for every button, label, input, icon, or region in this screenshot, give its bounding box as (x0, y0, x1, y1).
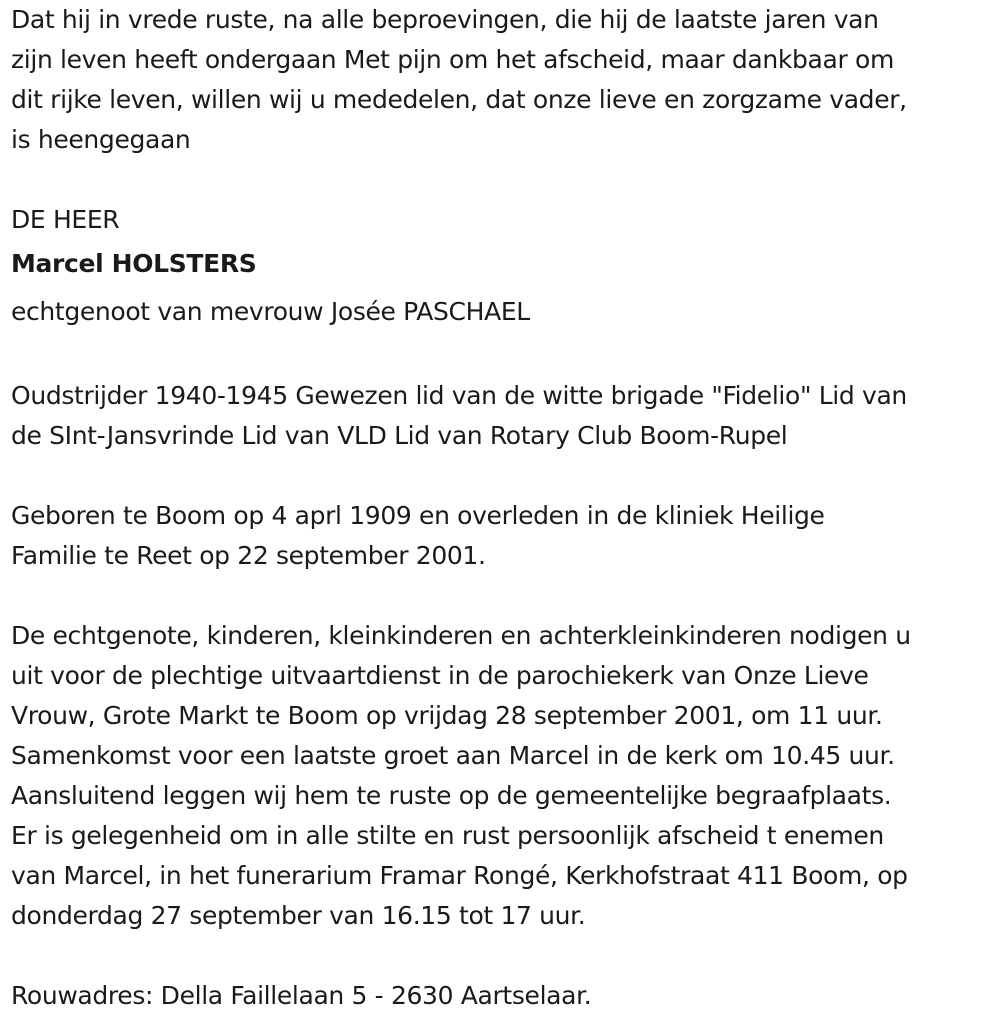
mourning-address: Rouwadres: Della Faillelaan 5 - 2630 Aartselaar. (11, 981, 592, 1010)
intro-line: Dat hij in vrede ruste, na alle beproevingen, die hij de laatste jaren van (11, 5, 879, 34)
honorific: DE HEER (11, 205, 120, 234)
paragraph-gap (11, 936, 996, 976)
affiliations-line: de SInt-Jansvrinde Lid van VLD Lid van Rotary Club Boom-Rupel (11, 421, 788, 450)
affiliations-paragraph (11, 376, 996, 456)
deceased-name: Marcel HOLSTERS (11, 249, 257, 278)
spouse-line: echtgenoot van mevrouw Josée PASCHAEL (11, 297, 530, 326)
paragraph-gap (11, 456, 996, 496)
intro-paragraph (11, 0, 996, 160)
birth-death-paragraph (11, 496, 996, 576)
birth-death-line: Familie te Reet op 22 september 2001. (11, 541, 486, 570)
service-line: Er is gelegenheid om in alle stilte en rust persoonlijk afscheid t enemen (11, 821, 884, 850)
affiliations-line: Oudstrijder 1940-1945 Gewezen lid van de witte brigade "Fidelio" Lid van (11, 381, 907, 410)
obituary-document (11, 0, 996, 1016)
paragraph-gap (11, 336, 996, 376)
service-line: donderdag 27 september van 16.15 tot 17 uur. (11, 901, 586, 930)
birth-death-line: Geboren te Boom op 4 aprl 1909 en overleden in de kliniek Heilige (11, 501, 825, 530)
service-line: Samenkomst voor een laatste groet aan Marcel in de kerk om 10.45 uur. (11, 741, 895, 770)
paragraph-gap (11, 160, 996, 200)
intro-line: dit rijke leven, willen wij u mededelen, dat onze lieve en zorgzame vader, (11, 85, 907, 114)
service-line: uit voor de plechtige uitvaartdienst in de parochiekerk van Onze Lieve (11, 661, 869, 690)
intro-line: zijn leven heeft ondergaan Met pijn om het afscheid, maar dankbaar om (11, 45, 894, 74)
intro-line: is heengegaan (11, 125, 191, 154)
service-line: Vrouw, Grote Markt te Boom op vrijdag 28 september 2001, om 11 uur. (11, 701, 883, 730)
paragraph-gap (11, 576, 996, 616)
service-line: Aansluitend leggen wij hem te ruste op de gemeentelijke begraafplaats. (11, 781, 892, 810)
service-paragraph (11, 616, 996, 936)
service-line: De echtgenote, kinderen, kleinkinderen en achterkleinkinderen nodigen u (11, 621, 911, 650)
service-line: van Marcel, in het funerarium Framar Rongé, Kerkhofstraat 411 Boom, op (11, 861, 908, 890)
